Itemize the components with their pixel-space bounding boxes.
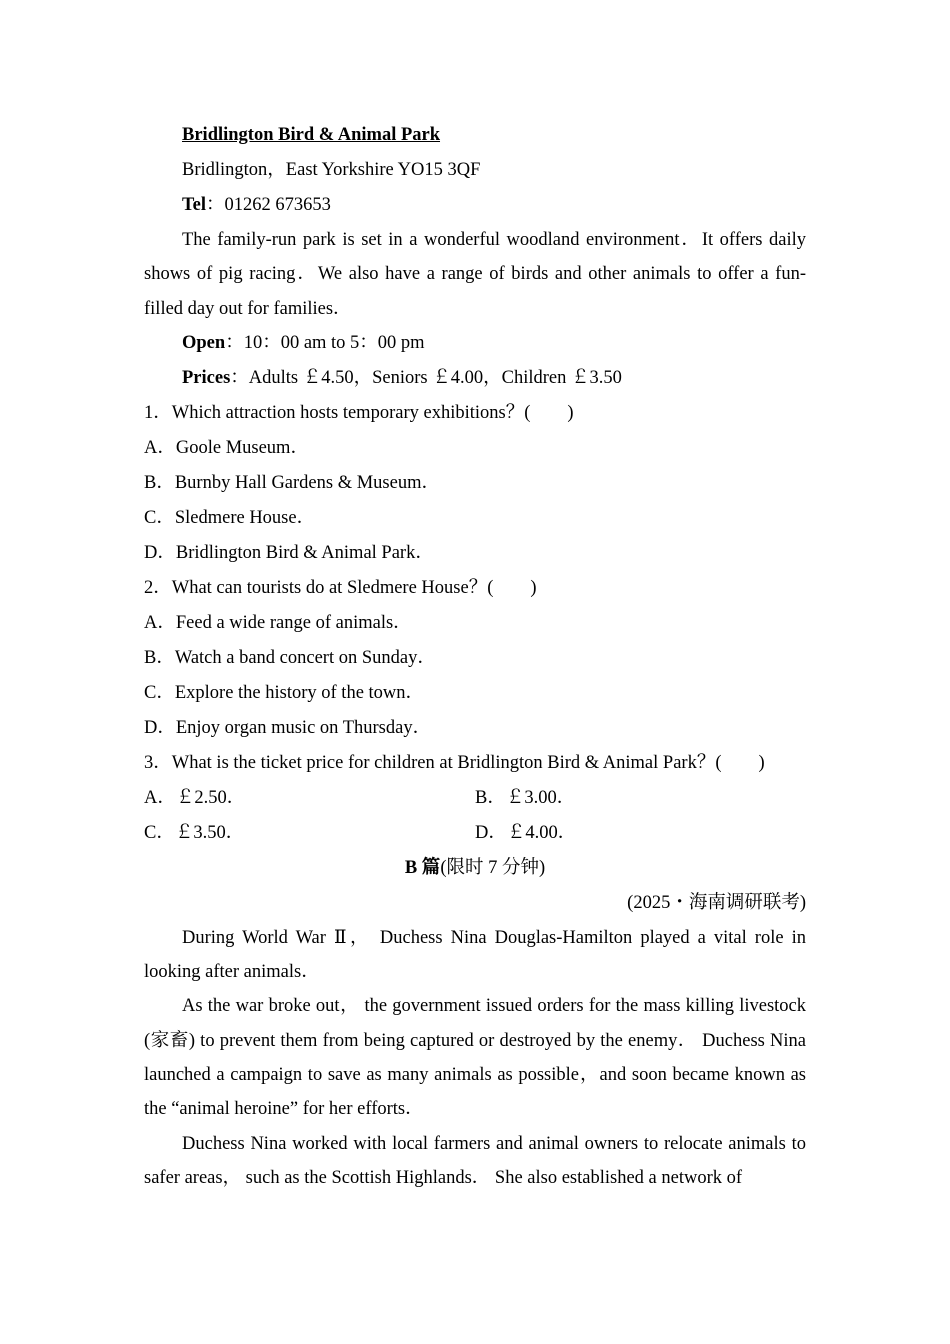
- passage-paragraph-3: Duchess Nina worked with local farmers and animal owners to relocate animals to safer areas， such as the Scottish Highlands． She also established a network of: [144, 1133, 806, 1188]
- question-3-option-c: C．￡3.50．: [144, 822, 245, 843]
- question-1-option-d: D．Bridlington Bird & Animal Park．: [144, 542, 434, 563]
- park-tel: [144, 188, 806, 223]
- park-prices: [144, 361, 806, 396]
- question-3-option-b: B．￡3.00．: [475, 787, 576, 808]
- question-3-options-row-1: [144, 781, 806, 816]
- park-address: Bridlington，East Yorkshire YO15 3QF: [182, 160, 481, 180]
- question-1-option-a: A．Goole Museum．: [144, 437, 309, 458]
- tel-value: ：01262 673653: [206, 195, 331, 215]
- tel-label: Tel: [182, 195, 206, 215]
- section-b-heading-bold: B 篇: [404, 857, 441, 878]
- question-3-stem: 3．What is the ticket price for children at Bridlington Bird & Animal Park？( ): [144, 752, 765, 773]
- question-2-stem: 2．What can tourists do at Sledmere House？( ): [144, 577, 537, 598]
- passage-paragraph-1: During World War Ⅱ， Duchess Nina Douglas-Hamilton played a vital role in looking after animals．: [144, 927, 806, 983]
- section-b-heading-rest: (限时 7 分钟): [440, 857, 546, 878]
- open-label: Open: [182, 332, 226, 353]
- park-description: The family-run park is set in a wonderful woodland environment．It offers daily shows of pig racing．We also have a range of birds and other animals to offer a fun-filled day out for families．: [144, 230, 806, 319]
- prices-value: ：Adults ￡4.50，Seniors ￡4.00，Children ￡3.50: [230, 367, 622, 388]
- question-3-option-d: D．￡4.00．: [475, 822, 577, 843]
- question-2-option-a: A．Feed a wide range of animals．: [144, 612, 412, 633]
- question-3-options-row-2: [144, 816, 806, 851]
- question-2-option-d: D．Enjoy organ music on Thursday．: [144, 717, 432, 738]
- prices-label: Prices: [182, 367, 231, 388]
- question-2-option-b: B．Watch a band concert on Sunday．: [144, 647, 436, 668]
- question-1-option-b: B．Burnby Hall Gardens & Museum．: [144, 472, 440, 493]
- section-b-source: (2025・海南调研联考): [627, 892, 806, 913]
- question-1-option-c: C．Sledmere House．: [144, 507, 316, 528]
- question-2-option-c: C．Explore the history of the town．: [144, 682, 425, 703]
- question-3-option-a: A．￡2.50．: [144, 787, 246, 808]
- passage-paragraph-2: As the war broke out， the government issued orders for the mass killing livestock (家畜) to prevent them from being captured or destroyed by the enemy． Duchess Nina launched a campaign to save as many animals as possible，and soon became known as the “animal heroine” for her efforts．: [144, 996, 806, 1120]
- section-b-heading: [144, 851, 806, 886]
- park-open: [144, 326, 806, 361]
- park-title: Bridlington Bird & Animal Park: [182, 125, 441, 145]
- open-value: ：10：00 am to 5：00 pm: [225, 332, 425, 353]
- question-1-stem: 1．Which attraction hosts temporary exhibitions？( ): [144, 402, 574, 423]
- document-page: [144, 118, 806, 1195]
